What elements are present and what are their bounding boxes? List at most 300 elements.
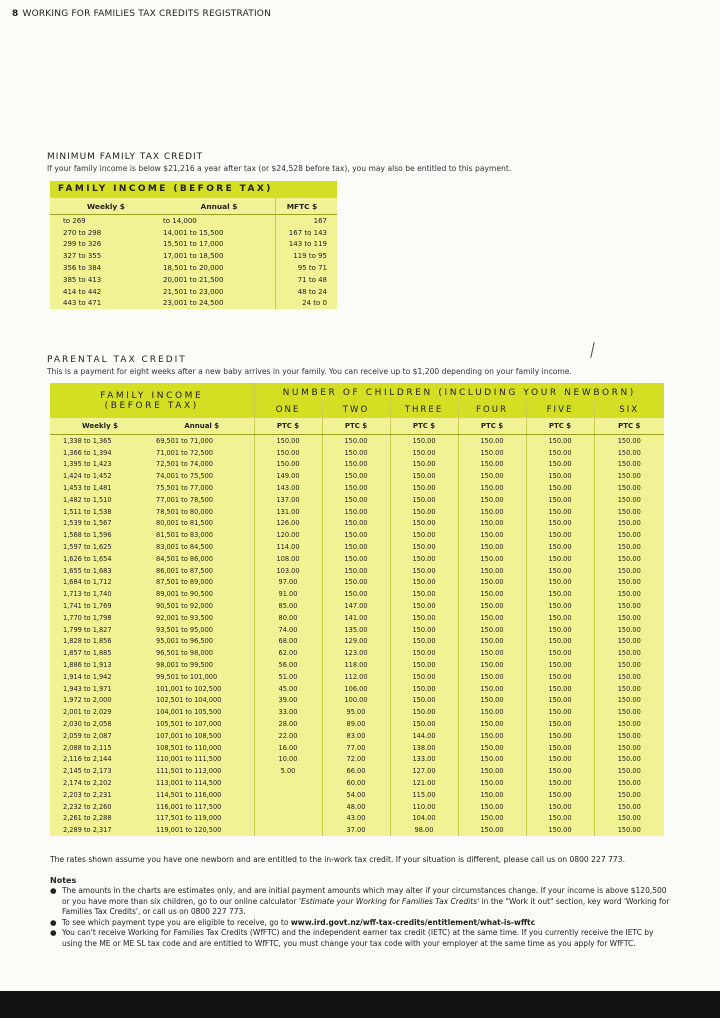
ptc-cell: 83.00	[322, 730, 390, 742]
ptc-cell: 150.00	[322, 553, 390, 565]
minimum-table-header: FAMILY INCOME (BEFORE TAX)	[50, 181, 337, 198]
ptc-cell: 150.00	[390, 577, 458, 589]
ptc-cell: 150.00	[594, 636, 664, 648]
ptc-cell: 150.00	[594, 683, 664, 695]
ptc-cell: 150.00	[390, 624, 458, 636]
ptc-cell: 51.00	[254, 671, 322, 683]
ptc-cell: 91.00	[254, 588, 322, 600]
table-row	[50, 459, 664, 471]
annual-cell: 116,001 to 117,500	[150, 801, 254, 813]
ptc-cell: 150.00	[526, 754, 594, 766]
ptc-cell: 150.00	[458, 647, 526, 659]
annual-cell: 71,001 to 72,500	[150, 447, 254, 459]
bullet-icon: ●	[50, 886, 57, 895]
table-row	[50, 777, 664, 789]
ptc-cell: 150.00	[526, 706, 594, 718]
table-row	[50, 250, 337, 262]
weekly-cell: 327 to 355	[63, 252, 102, 261]
weekly-cell: 385 to 413	[63, 275, 102, 284]
ptc-cell: 150.00	[322, 565, 390, 577]
ptc-cell: 150.00	[458, 541, 526, 553]
ptc-cell: 123.00	[322, 647, 390, 659]
ptc-cell: 133.00	[390, 754, 458, 766]
table-row	[50, 801, 664, 813]
ptc-cell: 150.00	[594, 706, 664, 718]
table-row	[50, 612, 664, 624]
table-row	[50, 541, 664, 553]
ptc-cell: 150.00	[458, 683, 526, 695]
annual-cell: 102,501 to 104,000	[150, 695, 254, 707]
ptc-cell: 150.00	[390, 459, 458, 471]
col-weekly: Weekly $	[50, 418, 150, 435]
ptc-cell: 150.00	[390, 718, 458, 730]
ptc-cell	[254, 824, 322, 836]
ptc-cell: 150.00	[322, 577, 390, 589]
weekly-cell: 2,174 to 2,202	[50, 777, 150, 789]
ptc-cell	[254, 801, 322, 813]
page-header	[12, 9, 271, 19]
table-row	[50, 813, 664, 825]
child-col-two: TWO	[322, 402, 390, 418]
annual-cell: 78,501 to 80,000	[150, 506, 254, 518]
weekly-cell: 1,366 to 1,394	[50, 447, 150, 459]
annual-cell: 119,001 to 120,500	[150, 824, 254, 836]
ptc-cell: 150.00	[458, 624, 526, 636]
notes-list	[50, 886, 670, 950]
table-row	[50, 706, 664, 718]
ptc-cell: 150.00	[390, 470, 458, 482]
col-ptc: PTC $	[526, 418, 594, 435]
annual-cell: 75,501 to 77,000	[150, 482, 254, 494]
col-mftc: MFTC $	[276, 198, 338, 215]
ptc-cell: 150.00	[458, 671, 526, 683]
ptc-cell	[254, 813, 322, 825]
ptc-cell: 103.00	[254, 565, 322, 577]
annual-cell: 74,001 to 75,500	[150, 470, 254, 482]
ptc-cell: 150.00	[390, 529, 458, 541]
ptc-cell: 150.00	[526, 600, 594, 612]
annual-cell: 98,001 to 99,500	[150, 659, 254, 671]
ptc-cell: 150.00	[594, 777, 664, 789]
ptc-cell: 143.00	[254, 482, 322, 494]
ptc-cell: 150.00	[390, 553, 458, 565]
ptc-cell	[254, 777, 322, 789]
bullet-icon: ●	[50, 917, 57, 927]
ptc-cell: 150.00	[594, 824, 664, 836]
ptc-cell: 150.00	[526, 718, 594, 730]
parental-title: PARENTAL TAX CREDIT	[47, 355, 187, 365]
table-row	[50, 494, 664, 506]
ptc-cell: 150.00	[458, 588, 526, 600]
weekly-cell: 299 to 326	[63, 240, 102, 249]
table-row	[50, 754, 664, 766]
ptc-cell: 39.00	[254, 695, 322, 707]
ptc-cell: 22.00	[254, 730, 322, 742]
ptc-cell: 150.00	[594, 789, 664, 801]
ptc-cell: 150.00	[526, 459, 594, 471]
ptc-cell: 150.00	[458, 777, 526, 789]
ptc-cell: 150.00	[526, 612, 594, 624]
ptc-cell: 150.00	[322, 459, 390, 471]
ptc-cell: 150.00	[390, 482, 458, 494]
ptc-cell: 150.00	[526, 636, 594, 648]
ptc-cell: 150.00	[526, 518, 594, 530]
ptc-cell: 80.00	[254, 612, 322, 624]
ptc-cell: 150.00	[526, 730, 594, 742]
children-header: NUMBER OF CHILDREN (INCLUDING YOUR NEWBORN)	[254, 383, 664, 402]
notes-title: Notes	[50, 876, 77, 885]
weekly-cell: 1,799 to 1,827	[50, 624, 150, 636]
weekly-cell: 2,145 to 2,173	[50, 765, 150, 777]
ptc-cell: 150.00	[458, 730, 526, 742]
ptc-cell: 150.00	[322, 494, 390, 506]
weekly-cell: 414 to 442	[63, 287, 102, 296]
ptc-cell: 48.00	[322, 801, 390, 813]
weekly-cell: 270 to 298	[63, 228, 102, 237]
ptc-cell: 150.00	[594, 754, 664, 766]
ptc-cell: 150.00	[594, 494, 664, 506]
ptc-cell: 150.00	[458, 742, 526, 754]
table-row	[50, 765, 664, 777]
annual-cell: 83,001 to 84,500	[150, 541, 254, 553]
ptc-cell: 150.00	[322, 529, 390, 541]
weekly-cell: 1,453 to 1,481	[50, 482, 150, 494]
ptc-cell: 127.00	[390, 765, 458, 777]
ptc-cell: 150.00	[526, 470, 594, 482]
annual-cell: 92,001 to 93,500	[150, 612, 254, 624]
ptc-cell: 150.00	[458, 706, 526, 718]
ptc-cell: 150.00	[594, 612, 664, 624]
ptc-cell: 89.00	[322, 718, 390, 730]
ptc-cell: 150.00	[390, 600, 458, 612]
ptc-cell: 45.00	[254, 683, 322, 695]
table-row	[50, 671, 664, 683]
ptc-cell: 150.00	[458, 447, 526, 459]
family-income-label: FAMILY INCOME	[100, 390, 204, 401]
ptc-cell: 150.00	[458, 754, 526, 766]
mftc-cell: 143 to 119	[276, 239, 338, 251]
ptc-cell: 150.00	[526, 801, 594, 813]
annual-cell: 84,501 to 86,000	[150, 553, 254, 565]
annual-cell: 14,001 to 15,500	[163, 228, 224, 237]
annual-cell: 107,001 to 108,500	[150, 730, 254, 742]
ptc-cell: 150.00	[526, 541, 594, 553]
table-row	[50, 600, 664, 612]
ptc-cell: 150.00	[526, 671, 594, 683]
ptc-cell: 141.00	[322, 612, 390, 624]
ptc-cell: 144.00	[390, 730, 458, 742]
ptc-cell: 150.00	[526, 742, 594, 754]
ptc-cell: 150.00	[390, 659, 458, 671]
annual-cell: 21,501 to 23,000	[163, 287, 224, 296]
annual-cell: 93,501 to 95,000	[150, 624, 254, 636]
ptc-cell: 150.00	[322, 435, 390, 447]
annual-cell: 108,501 to 110,000	[150, 742, 254, 754]
ptc-cell: 72.00	[322, 754, 390, 766]
ptc-cell: 150.00	[390, 565, 458, 577]
ptc-cell: 108.00	[254, 553, 322, 565]
ptc-cell: 150.00	[594, 518, 664, 530]
ptc-cell: 150.00	[390, 541, 458, 553]
ptc-cell: 150.00	[322, 518, 390, 530]
ptc-cell: 150.00	[594, 647, 664, 659]
ptc-cell: 150.00	[526, 588, 594, 600]
parental-subtitle: This is a payment for eight weeks after a new baby arrives in your family. You can receive up to $1,200 depending on your family income.	[47, 367, 572, 376]
ptc-cell: 150.00	[390, 447, 458, 459]
annual-cell: 23,001 to 24,500	[163, 299, 224, 308]
table-row	[50, 482, 664, 494]
minimum-subtitle: If your family income is below $21,216 a year after tax (or $24,528 before tax), you may also be entitled to this payment.	[47, 164, 512, 173]
ptc-cell: 150.00	[390, 506, 458, 518]
mftc-cell: 24 to 0	[276, 298, 338, 310]
weekly-cell: 1,482 to 1,510	[50, 494, 150, 506]
annual-cell: 110,001 to 111,500	[150, 754, 254, 766]
table-row	[50, 624, 664, 636]
annual-cell: 72,501 to 74,000	[150, 459, 254, 471]
annual-cell: 90,501 to 92,000	[150, 600, 254, 612]
ptc-cell: 150.00	[390, 518, 458, 530]
ptc-cell: 150.00	[458, 718, 526, 730]
ptc-cell: 150.00	[594, 624, 664, 636]
ptc-cell: 147.00	[322, 600, 390, 612]
weekly-cell: 1,741 to 1,769	[50, 600, 150, 612]
weekly-cell: 2,088 to 2,115	[50, 742, 150, 754]
ptc-cell: 150.00	[526, 824, 594, 836]
annual-cell: 101,001 to 102,500	[150, 683, 254, 695]
header-title: WORKING FOR FAMILIES TAX CREDITS REGISTRATION	[22, 9, 272, 19]
ptc-cell: 150.00	[458, 494, 526, 506]
weekly-cell: 1,338 to 1,365	[50, 435, 150, 447]
mftc-cell: 48 to 24	[276, 286, 338, 298]
ptc-cell: 150.00	[526, 435, 594, 447]
mftc-cell: 71 to 48	[276, 274, 338, 286]
ptc-cell: 150.00	[390, 695, 458, 707]
weekly-cell: to 269	[63, 216, 86, 225]
weekly-cell: 1,626 to 1,654	[50, 553, 150, 565]
table-row	[50, 470, 664, 482]
ptc-cell: 37.00	[322, 824, 390, 836]
ptc-cell: 97.00	[254, 577, 322, 589]
ptc-cell: 150.00	[526, 494, 594, 506]
ptc-cell: 74.00	[254, 624, 322, 636]
ptc-cell: 114.00	[254, 541, 322, 553]
ptc-cell: 138.00	[390, 742, 458, 754]
ptc-cell: 77.00	[322, 742, 390, 754]
bullet-icon: ●	[50, 928, 57, 938]
ptc-cell: 150.00	[594, 506, 664, 518]
table-row	[50, 789, 664, 801]
annual-cell: 87,501 to 89,000	[150, 577, 254, 589]
ptc-cell: 149.00	[254, 470, 322, 482]
ptc-cell: 150.00	[594, 588, 664, 600]
ptc-cell: 115.00	[390, 789, 458, 801]
weekly-cell: 1,713 to 1,740	[50, 588, 150, 600]
col-ptc: PTC $	[458, 418, 526, 435]
ptc-cell: 68.00	[254, 636, 322, 648]
weekly-cell: 1,857 to 1,885	[50, 647, 150, 659]
annual-cell: to 14,000	[163, 216, 197, 225]
weekly-cell: 2,116 to 2,144	[50, 754, 150, 766]
weekly-cell: 1,770 to 1,798	[50, 612, 150, 624]
rates-note: The rates shown assume you have one newborn and are entitled to the in-work tax credit. If your situation is different, please call us on 0800 227 773.	[50, 855, 625, 864]
minimum-title: MINIMUM FAMILY TAX CREDIT	[47, 152, 204, 162]
ptc-cell: 150.00	[594, 671, 664, 683]
table-row	[50, 262, 337, 274]
annual-cell: 105,501 to 107,000	[150, 718, 254, 730]
child-col-six: SIX	[594, 402, 664, 418]
minimum-table-wrap	[50, 181, 337, 309]
ptc-cell: 150.00	[594, 801, 664, 813]
ptc-cell: 150.00	[526, 695, 594, 707]
ptc-cell: 150.00	[458, 529, 526, 541]
ptc-cell: 150.00	[458, 435, 526, 447]
ptc-cell: 150.00	[594, 813, 664, 825]
annual-cell: 96,501 to 98,000	[150, 647, 254, 659]
ptc-cell: 118.00	[322, 659, 390, 671]
ird-link[interactable]: www.ird.govt.nz/wff-tax-credits/entitlement/what-is-wfftc	[290, 917, 536, 927]
ptc-cell: 28.00	[254, 718, 322, 730]
weekly-cell: 443 to 471	[63, 299, 102, 308]
weekly-cell: 1,539 to 1,567	[50, 518, 150, 530]
ptc-cell: 150.00	[458, 577, 526, 589]
child-col-one: ONE	[254, 402, 322, 418]
ptc-cell: 150.00	[594, 600, 664, 612]
table-row	[50, 659, 664, 671]
table-row	[50, 718, 664, 730]
weekly-cell: 1,597 to 1,625	[50, 541, 150, 553]
ptc-cell: 62.00	[254, 647, 322, 659]
ptc-cell: 150.00	[322, 447, 390, 459]
annual-cell: 117,501 to 119,000	[150, 813, 254, 825]
table-row	[50, 227, 337, 239]
ptc-cell: 135.00	[322, 624, 390, 636]
ptc-cell: 131.00	[254, 506, 322, 518]
ptc-cell: 150.00	[526, 765, 594, 777]
annual-cell: 89,001 to 90,500	[150, 588, 254, 600]
child-col-five: FIVE	[526, 402, 594, 418]
weekly-cell: 2,261 to 2,288	[50, 813, 150, 825]
weekly-cell: 2,232 to 2,260	[50, 801, 150, 813]
ptc-cell: 60.00	[322, 777, 390, 789]
ptc-cell: 150.00	[594, 765, 664, 777]
ptc-cell: 150.00	[254, 435, 322, 447]
mftc-cell: 167 to 143	[276, 227, 338, 239]
ptc-cell: 150.00	[458, 459, 526, 471]
ptc-cell: 150.00	[322, 506, 390, 518]
annual-cell: 111,501 to 113,000	[150, 765, 254, 777]
ptc-cell: 150.00	[458, 612, 526, 624]
ptc-cell: 66.00	[322, 765, 390, 777]
ptc-cell: 150.00	[594, 577, 664, 589]
ptc-cell: 150.00	[458, 789, 526, 801]
weekly-cell: 2,289 to 2,317	[50, 824, 150, 836]
ptc-cell: 150.00	[594, 470, 664, 482]
ptc-cell: 150.00	[254, 459, 322, 471]
ptc-cell: 110.00	[390, 801, 458, 813]
annual-cell: 69,501 to 71,000	[150, 435, 254, 447]
ptc-cell: 150.00	[526, 565, 594, 577]
ptc-cell: 150.00	[458, 824, 526, 836]
ptc-cell: 150.00	[526, 777, 594, 789]
family-income-header	[50, 383, 254, 418]
child-col-four: FOUR	[458, 402, 526, 418]
weekly-cell: 1,511 to 1,538	[50, 506, 150, 518]
annual-cell: 80,001 to 81,500	[150, 518, 254, 530]
ptc-cell: 150.00	[458, 482, 526, 494]
ptc-cell: 150.00	[594, 447, 664, 459]
ptc-cell: 85.00	[254, 600, 322, 612]
ptc-cell: 150.00	[390, 494, 458, 506]
ptc-cell: 150.00	[458, 765, 526, 777]
note-text: To see which payment type you are eligible to receive, go to	[62, 917, 291, 927]
table-row	[50, 286, 337, 298]
ptc-cell: 150.00	[390, 706, 458, 718]
ptc-cell: 150.00	[526, 553, 594, 565]
ptc-cell: 10.00	[254, 754, 322, 766]
note-item	[50, 918, 670, 929]
table-row	[50, 636, 664, 648]
ptc-cell: 150.00	[594, 718, 664, 730]
weekly-cell: 2,059 to 2,087	[50, 730, 150, 742]
col-weekly: Weekly $	[50, 198, 163, 215]
note-item	[50, 928, 670, 949]
ptc-cell: 150.00	[390, 636, 458, 648]
ptc-cell: 150.00	[390, 588, 458, 600]
mftc-cell: 119 to 95	[276, 250, 338, 262]
weekly-cell: 1,684 to 1,712	[50, 577, 150, 589]
col-annual: Annual $	[150, 418, 254, 435]
ptc-cell: 54.00	[322, 789, 390, 801]
ptc-cell: 100.00	[322, 695, 390, 707]
table-row	[50, 647, 664, 659]
annual-cell: 113,001 to 114,500	[150, 777, 254, 789]
table-row	[50, 506, 664, 518]
table-row	[50, 824, 664, 836]
ptc-cell: 150.00	[458, 636, 526, 648]
ptc-cell: 98.00	[390, 824, 458, 836]
ptc-cell: 150.00	[322, 470, 390, 482]
weekly-cell: 356 to 384	[63, 264, 102, 273]
annual-cell: 81,501 to 83,000	[150, 529, 254, 541]
table-row	[50, 298, 337, 310]
weekly-cell: 1,568 to 1,596	[50, 529, 150, 541]
ptc-cell: 150.00	[526, 624, 594, 636]
pen-mark	[590, 342, 594, 358]
mftc-cell: 167	[276, 215, 338, 227]
ptc-cell: 112.00	[322, 671, 390, 683]
ptc-cell: 120.00	[254, 529, 322, 541]
ptc-cell	[254, 789, 322, 801]
ptc-cell: 150.00	[390, 683, 458, 695]
note-text: in the "Work it out" section, key word 'Working for Families Tax Credits', or call us on 0800 227 773.	[62, 896, 670, 917]
ptc-cell: 150.00	[594, 541, 664, 553]
ptc-cell: 150.00	[594, 730, 664, 742]
weekly-cell: 1,655 to 1,683	[50, 565, 150, 577]
calculator-title: 'Estimate your Working for Families Tax Credits'	[299, 896, 480, 906]
ptc-cell: 150.00	[390, 671, 458, 683]
note-text: You can't receive Working for Families Tax Credits (WfFTC) and the independent earner tax credit (IETC) at the same time. If you currently receive the IETC by using the ME or ME SL tax code and are entitled to WfFTC, you must change your tax code with your employer at the same time as you apply for WfFTC.	[62, 928, 654, 948]
ptc-cell: 150.00	[458, 813, 526, 825]
col-ptc: PTC $	[390, 418, 458, 435]
ptc-cell: 150.00	[458, 565, 526, 577]
ptc-cell: 121.00	[390, 777, 458, 789]
note-text: The amounts in the charts are estimates only, and are initial payment amounts which may alter if your circumstances change. If your income is above $120,500 or you have more than six children, go to our online calculator	[62, 886, 667, 906]
note-item	[50, 886, 670, 918]
ptc-cell: 150.00	[594, 482, 664, 494]
before-tax-label: (BEFORE TAX)	[104, 400, 199, 411]
annual-cell: 114,501 to 116,000	[150, 789, 254, 801]
ptc-cell: 150.00	[390, 647, 458, 659]
